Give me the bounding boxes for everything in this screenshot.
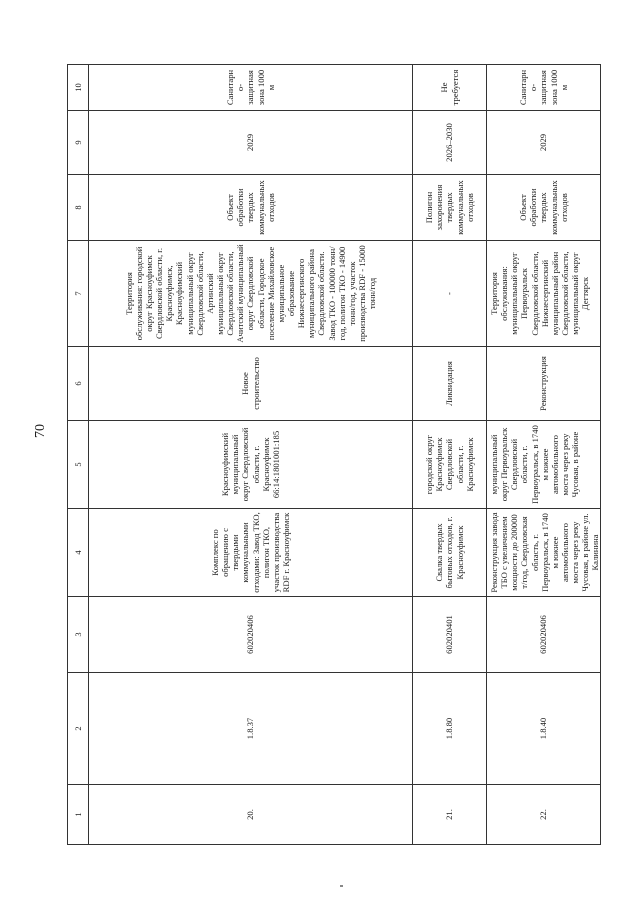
column-number: 9 xyxy=(68,111,89,175)
service-area: Территория обслуживания: муниципальный округ Первоуральск Свердловской области, Нижнесергинский муниципальный район Свердловской области, муниципальный округ Дегтярск xyxy=(489,251,591,336)
object-location-cell xyxy=(487,421,601,509)
row-number: 21. xyxy=(413,785,487,845)
column-number: 10 xyxy=(68,65,89,111)
column-number: 4 xyxy=(68,509,89,597)
object-location: городской округ Красноуфимск Свердловской области, г. Красноуфимск xyxy=(413,421,487,509)
column-number: 3 xyxy=(68,597,89,673)
column-number: 6 xyxy=(68,347,89,421)
object-name: Комплекс по обращению с твердыми коммунальными отходами: Завод ТКО, полигон ТКО, участок производства RDF г. Красноуфимск xyxy=(89,509,413,597)
column-number: 8 xyxy=(68,175,89,241)
okpd-code: 602020406 xyxy=(89,597,413,673)
okpd-code: 602020406 xyxy=(487,597,601,673)
object-status: Реконструкция xyxy=(487,347,601,421)
objects-table xyxy=(67,64,601,845)
protection-zone: Санитарно-защитная зона 1000 м xyxy=(89,65,413,111)
service-area-cell xyxy=(487,241,601,347)
column-number-row xyxy=(68,65,89,845)
object-name: Свалка твердых бытовых отходов, г. Красноуфимск xyxy=(413,509,487,597)
rotated-table-wrapper xyxy=(67,65,601,845)
row-number: 22. xyxy=(487,785,601,845)
column-number: 7 xyxy=(68,241,89,347)
row-number: 20. xyxy=(89,785,413,845)
okpd-code: 602020401 xyxy=(413,597,487,673)
table-row xyxy=(89,65,413,845)
object-purpose: Полигон захоронения твердых коммунальных отходов xyxy=(413,175,487,241)
object-location: муниципальный округ Первоуральск Свердловской области, г. Первоуральск, в 1740 м южнее автомобильного моста через реку Чусовая, в районе xyxy=(489,425,581,504)
column-number: 2 xyxy=(68,673,89,785)
completion-year: 2026–2030 xyxy=(413,111,487,175)
object-status: Ликвидация xyxy=(413,347,487,421)
object-purpose: Объект обработки твердых коммунальных отходов xyxy=(89,175,413,241)
protection-zone: Санитарно-защитная зона 1000 м xyxy=(487,65,601,111)
column-number: 1 xyxy=(68,785,89,845)
service-area: Территория обслуживания: городской округ Красноуфимск Свердловской области, г. Красноуфимск, Красноуфимский муниципальный округ Свердловской области, Артинский муниципальный округ Свердловской области, Ачитский муниципальный округ Свердловской области, Городское поселение Михайловское муниципальное образование Нижнесергинского муниципального района Свердловской области. Завод ТКО - 100000 тонн/год, полигон ТКО - 14900 тонн/год, участок производства RDF - 15000 тонн/год xyxy=(89,241,413,347)
completion-year: 2029 xyxy=(487,111,601,175)
object-location: Красноуфимский муниципальный округ Свердловской области, г. Красноуфимск 66:14:1801001:185 xyxy=(89,421,413,509)
object-name: Реконструкция завода ТБО с увеличением мощности до 200000 т/год, Свердловская область, г. Первоуральск, в 1740 м южнее автомобильного моста через реку Чусовая, в районе ул. Калинина xyxy=(489,512,601,593)
completion-year: 2029 xyxy=(89,111,413,175)
service-area: - xyxy=(413,241,487,347)
object-code: 1.8.40 xyxy=(487,673,601,785)
object-purpose: Объект обработки твердых коммунальных отходов xyxy=(487,175,601,241)
table-row xyxy=(413,65,487,845)
column-number: 5 xyxy=(68,421,89,509)
object-status: Новое строительство xyxy=(89,347,413,421)
page-number: 70 xyxy=(33,424,48,438)
scan-speck xyxy=(340,885,343,887)
object-code: 1.8.80 xyxy=(413,673,487,785)
protection-zone: Не требуется xyxy=(413,65,487,111)
object-code: 1.8.37 xyxy=(89,673,413,785)
object-name-cell xyxy=(487,509,601,597)
table-row xyxy=(487,65,601,845)
